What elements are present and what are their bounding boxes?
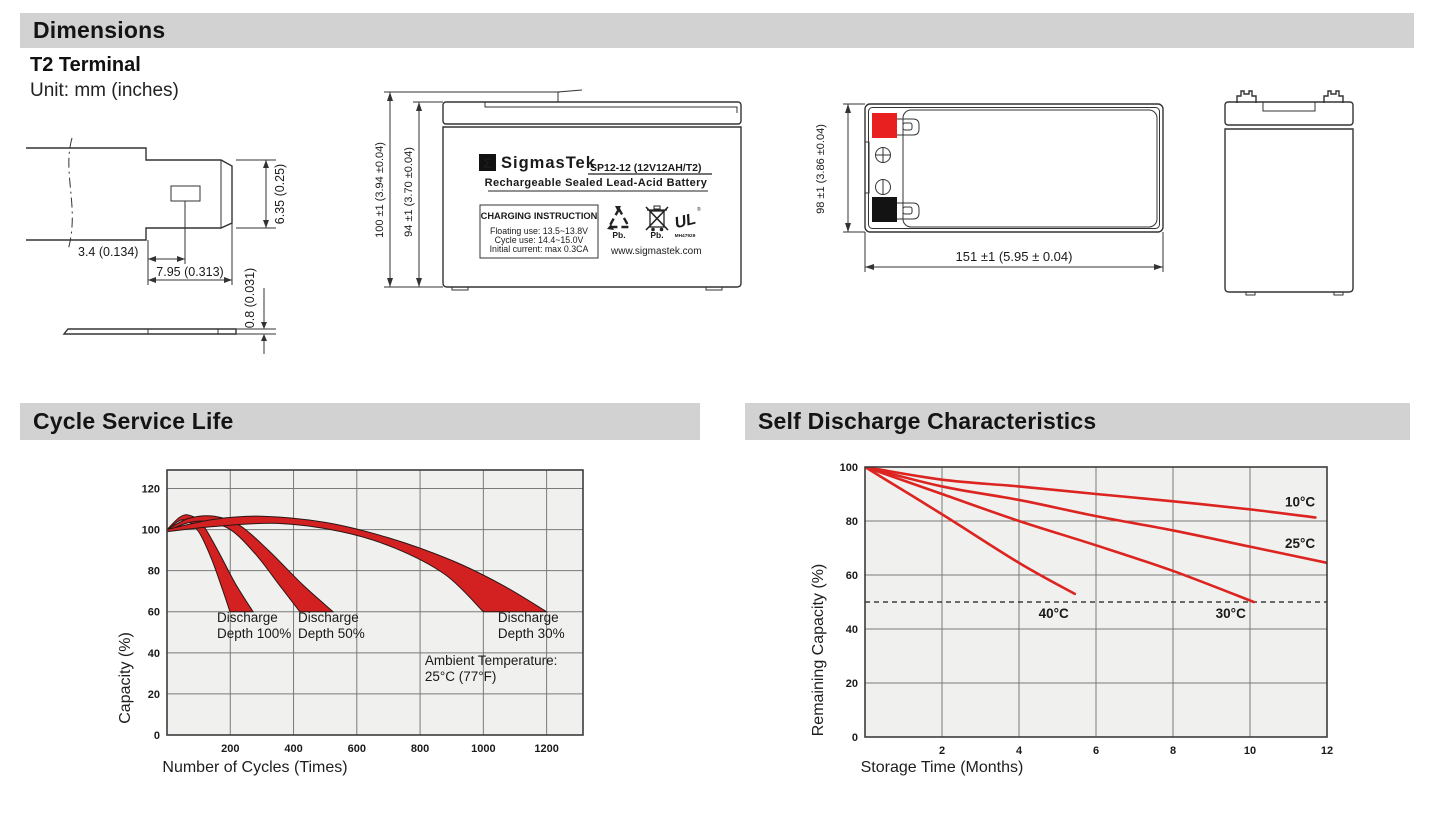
y-tick-label: 80 bbox=[845, 516, 858, 528]
positive-terminal-pad bbox=[872, 113, 897, 138]
x-tick-label: 400 bbox=[284, 743, 303, 755]
brand-name: SigmasTek bbox=[501, 154, 596, 172]
charging-line-2: Cycle use: 14.4~15.0V bbox=[494, 235, 584, 245]
x-tick-label: 4 bbox=[1015, 745, 1023, 757]
terminal-strip bbox=[64, 329, 236, 334]
series-label: 25°C bbox=[1284, 536, 1316, 551]
website-text: www.sigmastek.com bbox=[611, 246, 702, 257]
section-header-self-discharge bbox=[745, 403, 1410, 440]
y-tick-label: 0 bbox=[153, 730, 160, 742]
dim-depth-label: 98 ±1 (3.86 ±0.04) bbox=[815, 124, 827, 214]
ul-certification-icon bbox=[673, 206, 701, 239]
ul-mark: UL bbox=[672, 210, 698, 233]
bin-handle bbox=[654, 206, 660, 209]
series-label: 40°C bbox=[1038, 606, 1069, 622]
self-discharge-title: Self Discharge Characteristics bbox=[758, 408, 1097, 434]
polarity-marks bbox=[876, 148, 891, 195]
terminal-type-label: T2 Terminal bbox=[30, 54, 141, 76]
battery-top-view bbox=[788, 85, 1218, 300]
break-line bbox=[68, 138, 72, 250]
dim-length-label: 151 ±1 (5.95 ± 0.04) bbox=[955, 249, 1073, 264]
x-tick-label: 1000 bbox=[471, 743, 496, 755]
annotation-text: Ambient Temperature: bbox=[424, 653, 558, 669]
cap-recess bbox=[1263, 102, 1315, 111]
y-tick-label: 100 bbox=[141, 524, 160, 537]
cycle-service-life-title: Cycle Service Life bbox=[33, 408, 234, 434]
recycle-triangle bbox=[609, 209, 629, 227]
annotation-text: Discharge bbox=[297, 610, 359, 626]
arrowhead bbox=[261, 334, 267, 341]
arrowhead bbox=[416, 102, 422, 111]
cap-step-line bbox=[485, 102, 737, 113]
annotation-text: Discharge bbox=[497, 610, 559, 626]
negative-tab-hole bbox=[903, 207, 912, 214]
cycle-xaxis-title: Number of Cycles (Times) bbox=[162, 759, 348, 776]
ul-file-number: MH47929 bbox=[674, 234, 696, 239]
side-top-cap bbox=[1225, 102, 1353, 125]
handle bbox=[558, 90, 582, 102]
y-tick-label: 60 bbox=[147, 606, 160, 619]
pb-trash-bin-icon bbox=[646, 206, 668, 231]
x-tick-label: 8 bbox=[1169, 745, 1177, 757]
arrowhead bbox=[1154, 264, 1163, 270]
arrowhead bbox=[416, 278, 422, 287]
arrowhead bbox=[224, 277, 232, 283]
unit-note: Unit: mm (inches) bbox=[30, 80, 179, 101]
arrowhead bbox=[177, 256, 185, 262]
battery-label bbox=[479, 154, 712, 258]
charging-line-1: Floating use: 13.5~13.8V bbox=[489, 226, 589, 236]
positive-terminal bbox=[872, 113, 919, 138]
arrowhead bbox=[387, 92, 393, 101]
y-tick-label: 40 bbox=[147, 647, 160, 660]
x-tick-label: 2 bbox=[938, 745, 946, 757]
charging-title: CHARGING INSTRUCTION bbox=[480, 211, 598, 221]
selfChart-plot-area bbox=[840, 462, 1333, 757]
charging-line-3: Initial current: max 0.3CA bbox=[489, 244, 589, 254]
terminal-detail-drawing bbox=[18, 128, 328, 368]
dim-width-label: 7.95 (0.313) bbox=[156, 265, 224, 279]
side-body bbox=[1225, 129, 1353, 292]
self-yaxis-title: Remaining Capacity (%) bbox=[810, 563, 827, 737]
battery-subtitle: Rechargeable Sealed Lead-Acid Battery bbox=[484, 177, 708, 189]
x-tick-label: 600 bbox=[347, 743, 366, 755]
battery-foot bbox=[706, 287, 722, 290]
battery-foot bbox=[452, 287, 468, 290]
y-tick-label: 120 bbox=[141, 483, 160, 496]
dim-case-height-label: 94 ±1 (3.70 ±0.04) bbox=[403, 147, 415, 237]
side-view-outline bbox=[1225, 91, 1353, 295]
cell-area bbox=[903, 110, 1157, 227]
arrowhead bbox=[845, 223, 851, 232]
terminal-hole bbox=[171, 186, 200, 201]
self-xaxis-title: Storage Time (Months) bbox=[860, 759, 1024, 776]
negative-tab bbox=[897, 203, 919, 219]
y-tick-label: 0 bbox=[851, 732, 858, 744]
ul-registered-mark: ® bbox=[697, 207, 701, 213]
terminal-tab bbox=[1324, 91, 1343, 103]
battery-side-view bbox=[1210, 82, 1385, 302]
arrowhead bbox=[263, 220, 269, 228]
arrowhead bbox=[387, 278, 393, 287]
dim-total-height-label: 100 ±1 (3.94 ±0.04) bbox=[374, 142, 386, 238]
sigma-icon: Σ bbox=[483, 155, 492, 171]
y-tick-label: 100 bbox=[839, 462, 858, 474]
cycle-yaxis-title: Capacity (%) bbox=[117, 632, 134, 724]
model-number: SP12-12 (12V12AH/T2) bbox=[590, 162, 702, 174]
y-tick-label: 60 bbox=[845, 570, 858, 582]
arrowhead bbox=[148, 277, 156, 283]
annotation-text: Depth 50% bbox=[297, 626, 365, 642]
terminal-tab bbox=[1237, 91, 1256, 103]
negative-terminal bbox=[872, 197, 919, 222]
battery-top-cap bbox=[443, 102, 741, 124]
dimensions-title: Dimensions bbox=[33, 17, 166, 43]
arrowhead bbox=[261, 322, 267, 329]
pb-recycle-label: Pb. bbox=[612, 230, 626, 240]
battery-front-view bbox=[368, 80, 768, 320]
annotation-text: Depth 30% bbox=[497, 626, 565, 642]
x-tick-label: 6 bbox=[1092, 745, 1100, 757]
cycle-service-life-chart bbox=[100, 450, 640, 795]
y-tick-label: 40 bbox=[845, 624, 858, 636]
arrowhead bbox=[263, 160, 269, 168]
dim-offset-label: 3.4 (0.134) bbox=[78, 245, 139, 259]
arrowhead bbox=[148, 256, 156, 262]
annotation-text: Discharge bbox=[216, 610, 278, 626]
dim-thickness-label: 0.8 (0.031) bbox=[243, 267, 257, 329]
battery-foot bbox=[1246, 292, 1255, 295]
terminal-thickness-view bbox=[64, 329, 236, 334]
terminal-outline bbox=[26, 148, 232, 240]
positive-tab-hole bbox=[903, 123, 912, 130]
self-discharge-chart bbox=[790, 450, 1360, 795]
pb-trash-label: Pb. bbox=[650, 230, 664, 240]
terminal-profile bbox=[26, 138, 232, 250]
y-tick-label: 20 bbox=[845, 678, 858, 690]
y-tick-label: 20 bbox=[147, 688, 160, 701]
battery-outline bbox=[443, 90, 741, 290]
positive-tab bbox=[897, 119, 919, 135]
pb-recycle-icon bbox=[607, 206, 629, 230]
y-tick-label: 80 bbox=[147, 565, 160, 578]
x-tick-label: 10 bbox=[1243, 745, 1257, 757]
annotation-text: 25°C (77°F) bbox=[424, 669, 497, 685]
annotation-text: Depth 100% bbox=[216, 626, 292, 642]
section-header-cycle-service-life bbox=[20, 403, 700, 440]
section-header-dimensions bbox=[20, 13, 1414, 48]
series-label: 10°C bbox=[1284, 494, 1316, 510]
x-tick-label: 1200 bbox=[534, 743, 559, 755]
battery-foot bbox=[1334, 292, 1343, 295]
x-tick-label: 800 bbox=[410, 743, 430, 755]
negative-terminal-pad bbox=[872, 197, 897, 222]
arrowhead bbox=[845, 104, 851, 113]
x-tick-label: 12 bbox=[1320, 745, 1334, 757]
x-tick-label: 200 bbox=[221, 743, 240, 755]
dim-height-label: 6.35 (0.25) bbox=[273, 163, 287, 225]
cycleChart-plot-area bbox=[142, 470, 583, 755]
series-label: 30°C bbox=[1215, 606, 1246, 622]
arrowhead bbox=[865, 264, 874, 270]
